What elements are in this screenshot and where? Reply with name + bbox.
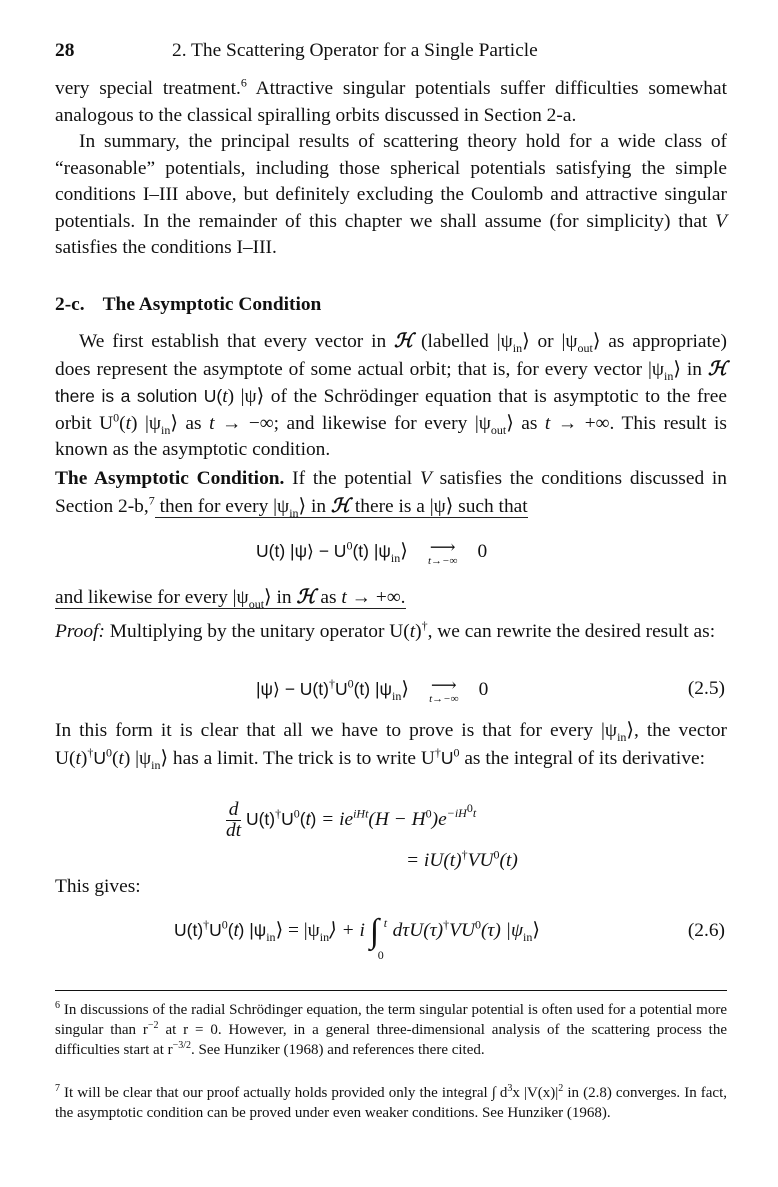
equation-number-2-6: (2.6) (687, 920, 725, 941)
paragraph-summary: In summary, the principal results of scattering theory hold for a wide class of “reasonable” potentials, including those spherical potentials satisfying the simple conditions I–III above, but definitely excluding the Coulomb and attractive singular potentials. In the remainder of this chapter we shall assume (for simplicity) that V satisfies the conditions I–III. (55, 131, 727, 258)
equation-2-6: $U(t)^\dagger U^0(t)$ $|\psi_{in}⟩$ = $|\psi_{in}⟩ + i$ ∫ t 0 $d\tau U(\tau)^\dagger VU^0(\tau)$ $|\psi_{in}⟩$ (174, 912, 540, 962)
equation-derivative-2: = $iU(t)^\dagger VU^0(t)$ (406, 847, 518, 871)
footnote-rule (55, 990, 727, 991)
section-heading (55, 292, 321, 319)
equation-derivative: $\frac{d}{dt}$ $U(t)^\dagger U^0(t) = ie^{iHt}(H - H^0)e^{-iH^0t}$ (226, 799, 477, 841)
integral-sign: ∫ t 0 (369, 912, 388, 962)
theorem-statement: The Asymptotic Condition. If the potential V satisfies the conditions discussed in Section 2-b,$^7$ then for every $|\psi_{in}⟩$ in ℋ there is a |ψ⟩ such that (55, 468, 727, 520)
footnote-7: $^7$ It will be clear that our proof actually holds provided only the integral ∫ $d^3x$ $|V(x)|^2$ in (2.8) converges. In fact, the asymptotic condition can be proved under even weaker conditions. See Hunziker (1968). (55, 1083, 727, 1121)
equation-theorem: U(t) |ψ⟩ − $U^0(t)$ $|\psi_{in}⟩$ ⟶ t→−∞ 0 (256, 537, 488, 568)
equation-2-5: |ψ⟩ − $U(t)^\dagger U^0(t)$ $|\psi_{in}⟩$ ⟶ t→−∞ 0 (256, 675, 489, 706)
running-head: 2. The Scattering Operator for a Single Particle (172, 40, 538, 61)
this-gives: This gives: (55, 876, 141, 897)
footnote-ref-6: 6 (240, 75, 247, 90)
equation-number-2-5: (2.5) (687, 678, 725, 699)
section-number: 2-c. (55, 294, 85, 315)
paragraph-asymptote: We first establish that every vector in ℋ (labelled $|\psi_{in}⟩$ or $|\psi_{out}⟩$ as appropriate) does represent the asymptote of some actual orbit; that is, for every vector $|\psi_{in}⟩$ in ℋ there is a solution U(t) |ψ⟩ of the Schrödinger equation that is asymptotic to the free orbit $U^0(t)$ $|\psi_{in}⟩$ as t → −∞; and likewise for every $|\psi_{out}⟩$ as t → +∞. This result is known as the asymptotic condition. (55, 329, 727, 460)
footnote-ref-7: 7 (148, 493, 155, 508)
proof-paragraph-2: In this form it is clear that all we have to prove is that for every $|\psi_{in}⟩$, the vector $U(t)^\dagger U^0(t)$ $|\psi_{in}⟩$ has a limit. The trick is to write $U^\dagger U^0$ as the integral of its derivative: (55, 720, 728, 772)
page-number: 28 (55, 40, 75, 61)
limit-arrow: ⟶ t→−∞ (427, 537, 458, 568)
proof-paragraph: Proof: Multiplying by the unitary operator U(t)†, we can rewrite the desired result as: (55, 618, 716, 642)
section-title: The Asymptotic Condition (102, 294, 322, 315)
theorem-name: The Asymptotic Condition. (55, 468, 285, 489)
theorem-likewise: and likewise for every $|\psi_{out}⟩$ in ℋ as t → +∞. (55, 585, 406, 611)
page-header (55, 38, 728, 66)
footnote-6: $^6$ In discussions of the radial Schrödinger equation, the term singular potential is often used for a potential more singular than $r^{-2}$ at r = 0. However, in a general three-dimensional analysis of the scattering process the difficulties start at $r^{-3/2}$. See Hunziker (1968) and references there cited. (55, 1000, 727, 1058)
proof-label: Proof: (55, 621, 105, 642)
paragraph-intro: very special treatment.$^6$ Attractive singular potentials suffer difficulties somewhat analogous to the classical spiralling orbits discussed in Section 2-a. (55, 75, 727, 126)
